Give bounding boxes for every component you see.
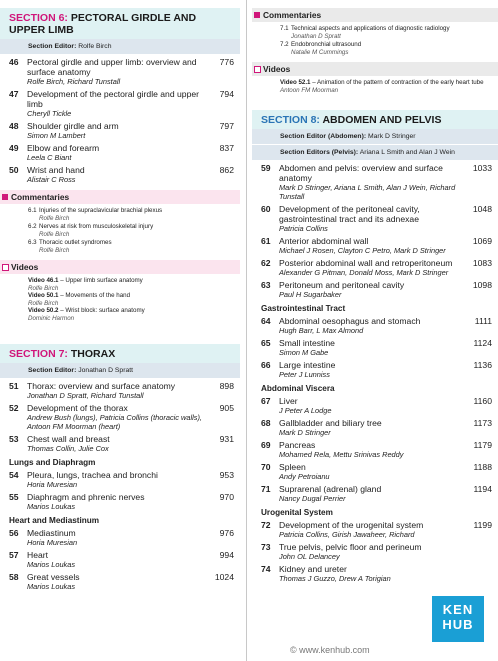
toc-entry	[261, 316, 492, 335]
chapter-body	[27, 121, 210, 140]
video-author: Antoon FM Moorman	[280, 86, 339, 94]
chapter-title: Liver	[279, 396, 298, 406]
chapter-body	[27, 550, 210, 569]
video-author: Rolfe Birch	[28, 299, 59, 307]
page-number: 797	[219, 121, 234, 131]
page-number: 931	[219, 434, 234, 444]
chapter-number: 57	[9, 550, 19, 560]
chapter-title: Posterior abdominal wall and retroperitoneum	[279, 258, 453, 268]
toc-entry	[261, 338, 492, 357]
section-6-entries	[0, 57, 240, 184]
chapter-number: 56	[9, 528, 19, 538]
chapter-title: Pleura, lungs, trachea and bronchi	[27, 470, 158, 480]
chapter-number: 68	[261, 418, 271, 428]
chapter-body	[27, 57, 210, 86]
chapter-body	[279, 316, 468, 335]
page-number: 994	[219, 550, 234, 560]
subheading-lungs: Lungs and Diaphragm	[9, 458, 96, 467]
chapter-body	[27, 89, 210, 118]
page-number: 1098	[472, 280, 492, 290]
chapter-body	[279, 462, 468, 481]
chapter-title: Heart	[27, 550, 49, 560]
chapter-authors: John OL Delancey	[279, 552, 340, 561]
chapter-title: Large intestine	[279, 360, 336, 370]
chapter-number: 64	[261, 316, 271, 326]
chapter-body	[27, 434, 210, 453]
chapter-authors: Simon M Lambert	[27, 131, 86, 140]
chapter-title: Mediastinum	[27, 528, 76, 538]
section-8-entries	[252, 163, 498, 299]
video-item	[28, 277, 240, 292]
videos-header-left: Videos	[0, 260, 240, 274]
chapter-authors: Cheryll Tickle	[27, 109, 72, 118]
page-number: 1069	[472, 236, 492, 246]
chapter-title: Elbow and forearm	[27, 143, 100, 153]
subheading-heart: Heart and Mediastinum	[9, 516, 100, 525]
toc-entry	[9, 89, 234, 118]
chapter-body	[279, 258, 468, 277]
page-number: 1124	[473, 338, 492, 348]
chapter-number: 63	[261, 280, 271, 290]
toc-entry	[9, 572, 234, 591]
chapter-number: 73	[261, 542, 271, 552]
chapter-body	[279, 396, 468, 415]
chapter-number: 65	[261, 338, 271, 348]
toc-entry	[261, 462, 492, 481]
chapter-title: Development of the peritoneal cavity, gastrointestinal tract and its adnexae	[279, 204, 420, 224]
toc-entry	[261, 440, 492, 459]
chapter-title: Wrist and hand	[27, 165, 85, 175]
video-title: – Wrist block: surface anatomy	[58, 307, 145, 314]
kenhub-logo: KEN HUB	[432, 596, 484, 642]
commentary-row	[28, 239, 240, 247]
chapter-body	[279, 542, 468, 561]
chapter-title: Spleen	[279, 462, 306, 472]
section-7-entries-heart	[0, 528, 240, 591]
page-number: 1111	[474, 316, 492, 326]
commentary-row	[280, 41, 498, 49]
toc-entry	[261, 396, 492, 415]
commentaries-header-right: Commentaries	[252, 8, 498, 22]
video-item	[28, 307, 240, 322]
page-number: 905	[219, 403, 234, 413]
page-number: 1194	[473, 484, 492, 494]
page-number: 776	[219, 57, 234, 67]
commentary-title: Technical aspects and applications of diagnostic radiology	[291, 25, 450, 32]
subheading-gi-tract: Gastrointestinal Tract	[261, 304, 346, 313]
chapter-authors: Rolfe Birch, Richard Tunstall	[27, 77, 121, 86]
chapter-number: 72	[261, 520, 271, 530]
subheading-abdominal-viscera: Abdominal Viscera	[261, 384, 335, 393]
chapter-body	[27, 143, 210, 162]
video-number: Video 52.1	[280, 79, 311, 86]
video-icon	[254, 66, 261, 73]
chapter-authors: Thomas J Guzzo, Drew A Torigian	[279, 574, 391, 583]
column-divider	[246, 0, 247, 661]
chapter-title: Chest wall and breast	[27, 434, 110, 444]
toc-entry	[9, 143, 234, 162]
video-icon	[2, 264, 9, 271]
page-number: 970	[219, 492, 234, 502]
chapter-authors: Michael J Rosen, Clayton C Petro, Mark D Stringer	[279, 246, 446, 255]
video-title: – Animation of the pattern of contraction of the early heart tube	[310, 79, 484, 86]
chapter-title: True pelvis, pelvic floor and perineum	[279, 542, 422, 552]
chapter-body	[279, 280, 468, 299]
right-column	[252, 0, 498, 583]
chapter-title: Pectoral girdle and upper limb: overview and surface anatomy	[27, 57, 197, 77]
commentary-number: 7.1	[280, 25, 289, 32]
chapter-number: 54	[9, 470, 19, 480]
toc-entry	[261, 418, 492, 437]
chapter-authors: Mohamed Rela, Mettu Srinivas Reddy	[279, 450, 404, 459]
video-number: Video 46.1	[28, 277, 59, 284]
chapter-number: 51	[9, 381, 19, 391]
chapter-authors: Andrew Bush (lungs), Patricia Collins (thoracic walls), Antoon FM Moorman (heart)	[27, 413, 202, 431]
chapter-body	[27, 403, 210, 431]
toc-entry	[9, 121, 234, 140]
chapter-authors: Andy Petroianu	[279, 472, 330, 481]
video-title: – Upper limb surface anatomy	[58, 277, 143, 284]
chapter-authors: J Peter A Lodge	[279, 406, 332, 415]
chapter-number: 70	[261, 462, 271, 472]
chapter-body	[279, 204, 468, 233]
section-7-entries	[0, 381, 240, 453]
section-7-title: SECTION 7: THORAX	[9, 348, 116, 360]
video-author: Dominic Harmon	[28, 314, 75, 322]
commentaries-header-left: Commentaries	[0, 190, 240, 204]
chapter-body	[279, 163, 468, 201]
chapter-body	[27, 572, 210, 591]
commentary-number: 6.3	[28, 239, 37, 246]
chapter-body	[27, 528, 210, 547]
commentary-item	[280, 41, 498, 56]
commentary-author: Natalie M Cummings	[291, 48, 349, 56]
chapter-title: Pancreas	[279, 440, 316, 450]
chapter-title: Peritoneum and peritoneal cavity	[279, 280, 405, 290]
toc-entry	[261, 360, 492, 379]
page-number: 953	[219, 470, 234, 480]
toc-entry	[9, 550, 234, 569]
chapter-body	[27, 165, 210, 184]
commentary-item	[28, 239, 240, 254]
commentary-row	[28, 207, 240, 215]
chapter-number: 67	[261, 396, 271, 406]
page-number: 862	[219, 165, 234, 175]
section-6-editor: Section Editor: Rolfe Birch	[0, 39, 240, 54]
section-8-editor-abdomen: Section Editor (Abdomen): Mark D Stringer	[252, 129, 498, 144]
chapter-title: Diaphragm and phrenic nerves	[27, 492, 145, 502]
chapter-title: Great vessels	[27, 572, 80, 582]
chapter-authors: Alistair C Ross	[27, 175, 76, 184]
chapter-authors: Hugh Barr, L Max Almond	[279, 326, 364, 335]
toc-entry	[261, 520, 492, 539]
page-number: 1033	[472, 163, 492, 173]
video-line	[28, 292, 240, 300]
chapter-number: 50	[9, 165, 19, 175]
chapter-number: 74	[261, 564, 271, 574]
commentaries-icon	[2, 194, 8, 200]
toc-entry	[261, 484, 492, 503]
chapter-number: 48	[9, 121, 19, 131]
commentaries-list-right	[280, 25, 498, 56]
chapter-title: Gallbladder and biliary tree	[279, 418, 382, 428]
toc-entry	[261, 163, 492, 201]
chapter-title: Anterior abdominal wall	[279, 236, 369, 246]
commentary-author: Jonathan D Spratt	[291, 32, 341, 40]
section-8-editor-pelvis: Section Editors (Pelvis): Ariana L Smith and Alan J Wein	[252, 144, 498, 160]
video-line	[280, 79, 498, 87]
left-column	[0, 0, 240, 591]
section-8-title: SECTION 8: ABDOMEN AND PELVIS	[261, 114, 442, 126]
section-8-entries-viscera	[252, 396, 498, 503]
toc-entry	[261, 280, 492, 299]
commentary-title: Nerves at risk from musculoskeletal injury	[39, 223, 154, 230]
chapter-body	[27, 492, 210, 511]
commentary-item	[280, 25, 498, 40]
chapter-number: 69	[261, 440, 271, 450]
chapter-number: 47	[9, 89, 19, 99]
commentary-number: 6.2	[28, 223, 37, 230]
subheading-urogenital: Urogenital System	[261, 508, 333, 517]
chapter-body	[279, 484, 468, 503]
page-number: 794	[219, 89, 234, 99]
chapter-body	[279, 236, 468, 255]
page-number: 1083	[472, 258, 492, 268]
video-number: Video 50.2	[28, 307, 59, 314]
chapter-authors: Mark D Stringer	[279, 428, 331, 437]
chapter-title: Kidney and ureter	[279, 564, 347, 574]
toc-entry	[261, 542, 492, 561]
video-item	[280, 79, 498, 94]
chapter-authors: Mark D Stringer, Ariana L Smith, Alan J Wein, Richard Tunstall	[279, 183, 456, 201]
toc-entry	[9, 403, 234, 431]
chapter-title: Abdomen and pelvis: overview and surface anatomy	[279, 163, 443, 183]
chapter-authors: Jonathan D Spratt, Richard Tunstall	[27, 391, 144, 400]
chapter-body	[279, 564, 468, 583]
chapter-authors: Simon M Gabe	[279, 348, 329, 357]
toc-entry	[261, 236, 492, 255]
videos-header-right: Videos	[252, 62, 498, 76]
chapter-number: 62	[261, 258, 271, 268]
section-8-header	[252, 110, 498, 129]
chapter-number: 49	[9, 143, 19, 153]
commentary-author: Rolfe Birch	[39, 246, 70, 254]
page-number: 1024	[214, 572, 234, 582]
chapter-authors: Patricia Collins	[279, 224, 328, 233]
chapter-title: Shoulder girdle and arm	[27, 121, 119, 131]
commentary-number: 7.2	[280, 41, 289, 48]
chapter-number: 59	[261, 163, 271, 173]
section-8-entries-urogenital	[252, 520, 498, 583]
videos-list-left	[28, 277, 240, 322]
chapter-body	[279, 440, 468, 459]
commentary-title: Injuries of the supraclavicular brachial plexus	[39, 207, 163, 214]
chapter-authors: Marios Loukas	[27, 560, 76, 569]
chapter-authors: Leela C Biant	[27, 153, 72, 162]
section-7-header	[0, 344, 240, 363]
toc-entry	[261, 258, 492, 277]
chapter-title: Abdominal oesophagus and stomach	[279, 316, 421, 326]
chapter-body	[27, 381, 210, 400]
commentary-row	[28, 223, 240, 231]
toc-entry	[9, 434, 234, 453]
chapter-authors: Patricia Collins, Girish Jawaheer, Richard	[279, 530, 415, 539]
video-number: Video 50.1	[28, 292, 59, 299]
section-6-title: SECTION 6: PECTORAL GIRDLE AND UPPER LIMB	[9, 12, 197, 36]
chapter-number: 58	[9, 572, 19, 582]
toc-entry	[9, 381, 234, 400]
chapter-number: 61	[261, 236, 271, 246]
toc-entry	[261, 564, 492, 583]
commentary-item	[28, 223, 240, 238]
chapter-authors: Peter J Lunniss	[279, 370, 330, 379]
chapter-body	[279, 520, 468, 539]
page-number: 1188	[473, 462, 492, 472]
videos-list-right	[280, 79, 498, 94]
chapter-authors: Horia Muresian	[27, 538, 78, 547]
commentary-title: Endobronchial ultrasound	[291, 41, 362, 48]
commentaries-list-left	[28, 207, 240, 254]
toc-entry	[261, 204, 492, 233]
chapter-authors: Thomas Collin, Julie Cox	[27, 444, 109, 453]
page-number: 1048	[472, 204, 492, 214]
commentary-number: 6.1	[28, 207, 37, 214]
page-number: 1179	[473, 440, 492, 450]
page-number: 1136	[473, 360, 492, 370]
chapter-authors: Horia Muresian	[27, 480, 78, 489]
chapter-body	[27, 470, 210, 489]
toc-entry	[9, 528, 234, 547]
page-number: 1160	[473, 396, 492, 406]
chapter-body	[279, 418, 468, 437]
chapter-title: Small intestine	[279, 338, 335, 348]
page-number: 898	[219, 381, 234, 391]
chapter-authors: Marios Loukas	[27, 502, 76, 511]
commentaries-icon	[254, 12, 260, 18]
commentary-author: Rolfe Birch	[39, 214, 70, 222]
video-item	[28, 292, 240, 307]
chapter-title: Development of the thorax	[27, 403, 128, 413]
chapter-number: 52	[9, 403, 19, 413]
section-7-entries-lungs	[0, 470, 240, 511]
copyright-credit: © www.kenhub.com	[290, 645, 370, 655]
page-number: 837	[219, 143, 234, 153]
chapter-number: 71	[261, 484, 271, 494]
commentary-title: Thoracic outlet syndromes	[39, 239, 112, 246]
section-7-editor: Section Editor: Jonathan D Spratt	[0, 363, 240, 378]
chapter-body	[279, 360, 468, 379]
page-number: 976	[219, 528, 234, 538]
chapter-title: Suprarenal (adrenal) gland	[279, 484, 382, 494]
video-author: Rolfe Birch	[28, 284, 59, 292]
commentary-author: Rolfe Birch	[39, 230, 70, 238]
chapter-authors: Nancy Dugal Perrier	[279, 494, 346, 503]
chapter-title: Thorax: overview and surface anatomy	[27, 381, 176, 391]
chapter-number: 55	[9, 492, 19, 502]
chapter-number: 66	[261, 360, 271, 370]
toc-entry	[9, 470, 234, 489]
chapter-title: Development of the urogenital system	[279, 520, 424, 530]
chapter-authors: Paul H Sugarbaker	[279, 290, 342, 299]
toc-entry	[9, 492, 234, 511]
toc-entry	[9, 57, 234, 86]
toc-entry	[9, 165, 234, 184]
section-6-header	[0, 8, 240, 39]
commentary-row	[280, 25, 498, 33]
chapter-number: 46	[9, 57, 19, 67]
chapter-authors: Marios Loukas	[27, 582, 76, 591]
section-8-entries-gi	[252, 316, 498, 379]
chapter-title: Development of the pectoral girdle and upper limb	[27, 89, 199, 109]
chapter-body	[279, 338, 468, 357]
chapter-authors: Alexander G Pitman, Donald Moss, Mark D Stringer	[279, 268, 449, 277]
chapter-number: 60	[261, 204, 271, 214]
video-line	[28, 277, 240, 285]
video-line	[28, 307, 240, 315]
video-title: – Movements of the hand	[58, 292, 131, 299]
commentary-item	[28, 207, 240, 222]
chapter-number: 53	[9, 434, 19, 444]
page-number: 1173	[473, 418, 492, 428]
page-number: 1199	[473, 520, 492, 530]
